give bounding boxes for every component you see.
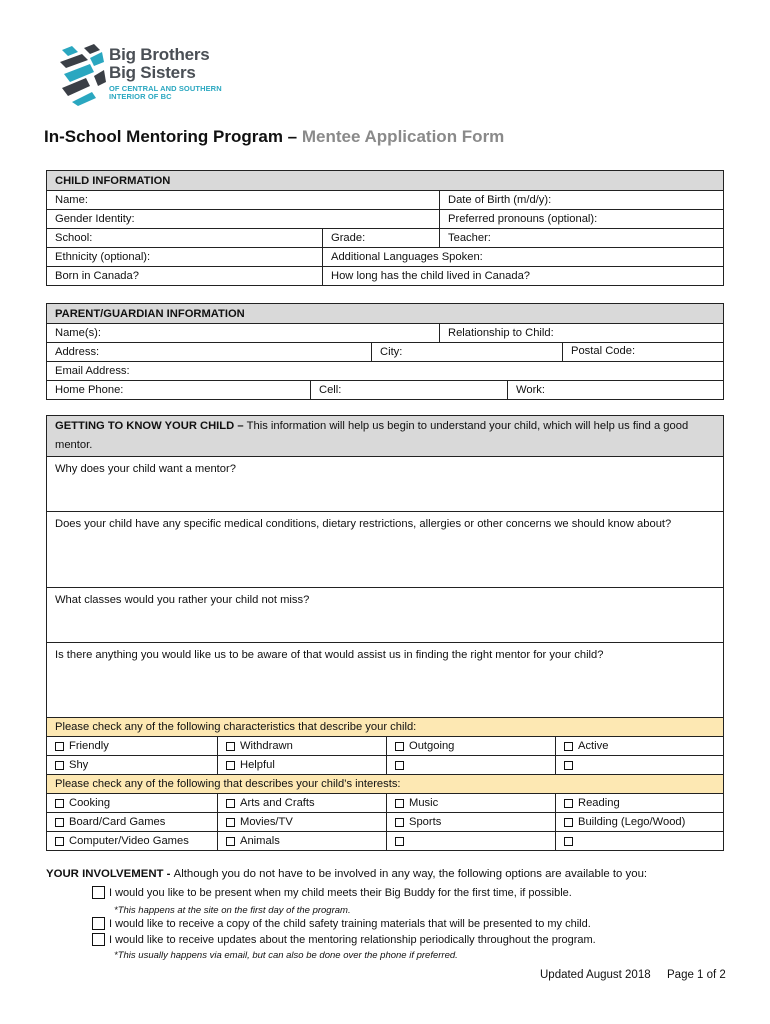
logo-line-1: Big Brothers [109, 45, 210, 64]
interest-label: Movies/TV [240, 816, 293, 828]
interest-other-1[interactable] [386, 832, 555, 850]
checkbox-icon[interactable] [395, 818, 404, 827]
child-lived-field[interactable]: How long has the child lived in Canada? [322, 267, 723, 285]
parent-info-header: PARENT/GUARDIAN INFORMATION [55, 307, 245, 320]
logo-line-2: Big Sisters [109, 63, 196, 82]
child-teacher-field[interactable]: Teacher: [439, 229, 723, 247]
parent-email-field[interactable]: Email Address: [55, 365, 130, 377]
char-helpful[interactable] [217, 756, 386, 774]
involvement-option-3[interactable] [92, 933, 596, 946]
char-active[interactable] [555, 737, 723, 755]
interest-label: Arts and Crafts [240, 797, 315, 809]
checkbox-icon[interactable] [395, 742, 404, 751]
question-classes[interactable]: What classes would you rather your child not miss? [55, 594, 310, 606]
child-dob-field[interactable]: Date of Birth (m/d/y): [439, 191, 723, 209]
char-label: Outgoing [409, 740, 455, 752]
child-info-header-row [47, 171, 723, 190]
parent-names-field[interactable]: Name(s): [55, 327, 101, 339]
parent-home-phone-field[interactable]: Home Phone: [55, 384, 124, 396]
char-withdrawn[interactable] [217, 737, 386, 755]
getting-to-know-title: GETTING TO KNOW YOUR CHILD – [55, 420, 247, 432]
getting-to-know-desc: This information will help us begin to understand your child, which will help us find a good mentor. [55, 420, 689, 451]
involvement-option-1[interactable] [92, 886, 572, 899]
interest-arts[interactable] [217, 794, 386, 812]
interest-label: Board/Card Games [69, 816, 166, 828]
interest-video-games[interactable] [47, 832, 217, 850]
interest-music[interactable] [386, 794, 555, 812]
child-information-section [46, 170, 724, 286]
page-number: Page 1 of 2 [667, 969, 726, 981]
parent-cell-field[interactable]: Cell: [310, 381, 507, 399]
involvement-title [46, 868, 647, 880]
involvement-note-1: *This happens at the site on the first day of the program. [114, 905, 351, 916]
question-why-mentor[interactable]: Why does your child want a mentor? [55, 463, 236, 475]
checkbox-icon[interactable] [564, 799, 573, 808]
updated-date: Updated August 2018 [540, 969, 651, 981]
checkbox-icon[interactable] [395, 799, 404, 808]
title-sub: Mentee Application Form [301, 127, 505, 146]
checkbox-icon[interactable] [226, 761, 235, 770]
checkbox-icon[interactable] [564, 761, 573, 770]
involvement-option-label: I would like to receive a copy of the child safety training materials that will be presented to my child. [109, 917, 591, 930]
checkbox-icon[interactable] [226, 799, 235, 808]
char-outgoing[interactable] [386, 737, 555, 755]
checkbox-icon[interactable] [55, 837, 64, 846]
interest-label: Animals [240, 835, 280, 847]
title-main: In-School Mentoring Program – [44, 127, 302, 146]
involvement-title-bold: YOUR INVOLVEMENT - [46, 868, 174, 880]
child-school-field[interactable]: School: [55, 232, 93, 244]
child-born-field[interactable]: Born in Canada? [55, 270, 139, 282]
involvement-option-label: I would like to receive updates about the mentoring relationship periodically throughout the program. [109, 933, 596, 946]
interest-sports[interactable] [386, 813, 555, 831]
parent-work-field[interactable]: Work: [507, 381, 723, 399]
checkbox-icon[interactable] [564, 818, 573, 827]
involvement-option-label: I would you like to be present when my child meets their Big Buddy for the first time, if possible. [109, 886, 572, 899]
char-shy[interactable] [47, 756, 217, 774]
checkbox-icon[interactable] [395, 837, 404, 846]
parent-postal-field[interactable]: Postal Code: [562, 343, 723, 361]
interest-movies[interactable] [217, 813, 386, 831]
interest-label: Reading [578, 797, 620, 809]
logo-text [109, 46, 222, 101]
question-medical[interactable]: Does your child have any specific medical conditions, dietary restrictions, allergies or other concerns we should know about? [55, 518, 672, 530]
parent-address-field[interactable]: Address: [55, 346, 100, 358]
child-gender-field[interactable]: Gender Identity: [55, 213, 135, 225]
checkbox-icon[interactable] [55, 761, 64, 770]
parent-information-section [46, 303, 724, 400]
char-label: Withdrawn [240, 740, 293, 752]
interests-prompt: Please check any of the following that describes your child’s interests: [55, 778, 401, 790]
logo-line-4: INTERIOR OF BC [109, 92, 172, 101]
checkbox-icon[interactable] [226, 742, 235, 751]
char-friendly[interactable] [47, 737, 217, 755]
logo-line-3: OF CENTRAL AND SOUTHERN [109, 84, 222, 93]
question-anything-else[interactable]: Is there anything you would like us to be aware of that would assist us in finding the right mentor for your child? [55, 649, 604, 661]
char-label: Friendly [69, 740, 109, 752]
interest-building[interactable] [555, 813, 723, 831]
getting-to-know-header [47, 416, 723, 456]
checkbox-icon[interactable] [395, 761, 404, 770]
char-label: Active [578, 740, 609, 752]
checkbox-icon[interactable] [226, 837, 235, 846]
child-pronouns-field[interactable]: Preferred pronouns (optional): [439, 210, 723, 228]
child-grade-field[interactable]: Grade: [322, 229, 439, 247]
page-title [44, 127, 504, 147]
interest-label: Computer/Video Games [69, 835, 189, 847]
interest-label: Music [409, 797, 439, 809]
char-other-2[interactable] [555, 756, 723, 774]
checkbox-icon[interactable] [92, 933, 105, 946]
checkbox-icon[interactable] [55, 818, 64, 827]
interest-animals[interactable] [217, 832, 386, 850]
parent-relationship-field[interactable]: Relationship to Child: [439, 324, 723, 342]
checkbox-icon[interactable] [55, 742, 64, 751]
char-other-1[interactable] [386, 756, 555, 774]
interest-cooking[interactable] [47, 794, 217, 812]
interest-label: Sports [409, 816, 442, 828]
involvement-note-2: *This usually happens via email, but can also be done over the phone if preferred. [114, 950, 458, 961]
interest-board-games[interactable] [47, 813, 217, 831]
child-name-field[interactable]: Name: [55, 194, 88, 206]
checkbox-icon[interactable] [226, 818, 235, 827]
interest-reading[interactable] [555, 794, 723, 812]
interest-other-2[interactable] [555, 832, 723, 850]
checkbox-icon[interactable] [92, 886, 105, 899]
char-label: Helpful [240, 759, 275, 771]
checkbox-icon[interactable] [564, 837, 573, 846]
char-label: Shy [69, 759, 89, 771]
getting-to-know-section [46, 415, 724, 851]
characteristics-prompt: Please check any of the following characteristics that describe your child: [55, 721, 417, 733]
interest-label: Cooking [69, 797, 111, 809]
involvement-title-text: Although you do not have to be involved in any way, the following options are available to you: [173, 868, 648, 880]
checkbox-icon[interactable] [564, 742, 573, 751]
child-languages-field[interactable]: Additional Languages Spoken: [322, 248, 723, 266]
child-info-header: CHILD INFORMATION [55, 174, 171, 187]
involvement-option-2[interactable] [92, 917, 591, 930]
checkbox-icon[interactable] [92, 917, 105, 930]
interest-label: Building (Lego/Wood) [578, 816, 686, 828]
child-ethnicity-field[interactable]: Ethnicity (optional): [55, 251, 151, 263]
parent-city-field[interactable]: City: [371, 343, 562, 361]
checkbox-icon[interactable] [55, 799, 64, 808]
logo-mark-icon [60, 44, 106, 106]
